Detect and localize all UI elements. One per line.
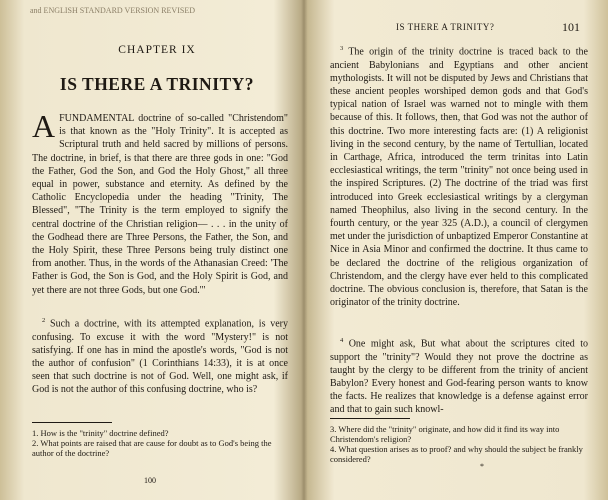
paragraph-2-number: 2 bbox=[42, 317, 46, 324]
paragraph-2-text: Such a doctrine, with its attempted explanation, is very confusing. To excuse it with the word "Mystery!" is not satisfying. If one has in mind the apostle's words, "God is not the author of confusion" (1 Corinthians 14:33), it is at once seen that such doctrine is not of God. Well, one might ask, if God is not the author of this confusing doctrine, who is? bbox=[32, 318, 289, 396]
paragraph-4 bbox=[330, 334, 588, 417]
right-footnotes bbox=[330, 424, 588, 464]
left-footnotes bbox=[32, 428, 288, 458]
footnote-item: 1. How is the "trinity" doctrine defined? bbox=[32, 428, 169, 438]
paragraph-2 bbox=[32, 314, 288, 397]
top-strip-text: and ENGLISH STANDARD VERSION REVISED bbox=[30, 6, 195, 15]
footnote-item: 3. Where did the "trinity" originate, and how did it find its way into Christendom's religion? bbox=[330, 424, 560, 444]
paragraph-3-number: 3 bbox=[340, 45, 344, 52]
bottom-mark: * bbox=[480, 462, 484, 471]
footnote-item: 2. What points are raised that are cause for doubt as to God's being the author of the doctrine? bbox=[32, 438, 272, 458]
page-number-left: 100 bbox=[144, 476, 156, 485]
paragraph-4-text: One might ask, But what about the scriptures cited to support the "trinity"? Would they not prove the doctrine as taught by the clergy to be different from the trinity of ancient Babylon? Every honest and God-fearing person wants to know the facts. He realizes that knowledge is a defense against error and that to gain such knowl- bbox=[330, 338, 589, 416]
footnote-item: 4. What question arises as to proof? and why should the subject be frankly considered? bbox=[330, 444, 583, 464]
footnote-rule bbox=[330, 418, 410, 419]
running-head: IS THERE A TRINITY? bbox=[396, 22, 495, 32]
paragraph-3-text: The origin of the trinity doctrine is traced back to the ancient Babylonians and Egyptians and other ancient mythologists. It will not be disputed by Jews and Christians that these ancient peoples worshiped demon gods and that God's typical nation of Israel was warned not to mingle with them because of this. It follows, then, that God was not the author of this doctrine. Two more interesting facts are: (1) A religionist living in the second century, by the name of Tertullian, located in Carthage, Africa, introduced the term trinitas into Latin ecclesiastical writings, the term "trinity" not once being used in the inspired Scriptures. (2) The doctrine of the triad was first introduced into Greek ecclesiastical writings by a clergyman named Theophilus, also living in the second century. In the fourth century, or the year 325 (A.D.), a council of clergymen met under the jurisdiction of unbaptized Emperor Constantine at Nice in Asia Minor and confirmed the doctrine. It thus came to be declared the doctrine of the religious organization of Christendom, and the clergy have ever held to this complicated doctrine. The obvious conclusion is, therefore, that Satan is the originator of the trinity doctrine. bbox=[330, 46, 588, 309]
footnote-rule bbox=[32, 422, 112, 423]
paragraph-4-number: 4 bbox=[340, 337, 344, 344]
chapter-label: CHAPTER IX bbox=[118, 44, 196, 56]
right-page bbox=[304, 0, 608, 500]
paragraph-1-text: FUNDAMENTAL doctrine of so-called "Christendom" is that known as the "Holy Trinity". It is accepted as Scriptural truth and held sacred by millions of persons. The doctrine, in brief, is that there are three gods in one: "God the Father, God the Son, and God the Holy Ghost," all three equal in power, substance and eternity. As defined by the Catholic Encyclopedia under the heading "Trinity, The Blessed", "The Trinity is the term employed to signify the central doctrine of the Christian religion— . . . in the unity of the Godhead there are Three Persons, the Father, the Son, and the Holy Spirit, these Three Persons being truly distinct one from another. Thus, in the words of the Athanasian Creed: 'The Father is God, the Son is God, and the Holy Spirit is God, and yet there are not three Gods, but one God.'" bbox=[32, 113, 288, 296]
drop-cap: A bbox=[32, 108, 56, 144]
chapter-title: IS THERE A TRINITY? bbox=[59, 74, 255, 94]
paragraph-3 bbox=[330, 42, 588, 309]
left-page bbox=[0, 0, 300, 500]
page-number-right: 101 bbox=[562, 20, 580, 34]
paragraph-1 bbox=[32, 108, 288, 297]
